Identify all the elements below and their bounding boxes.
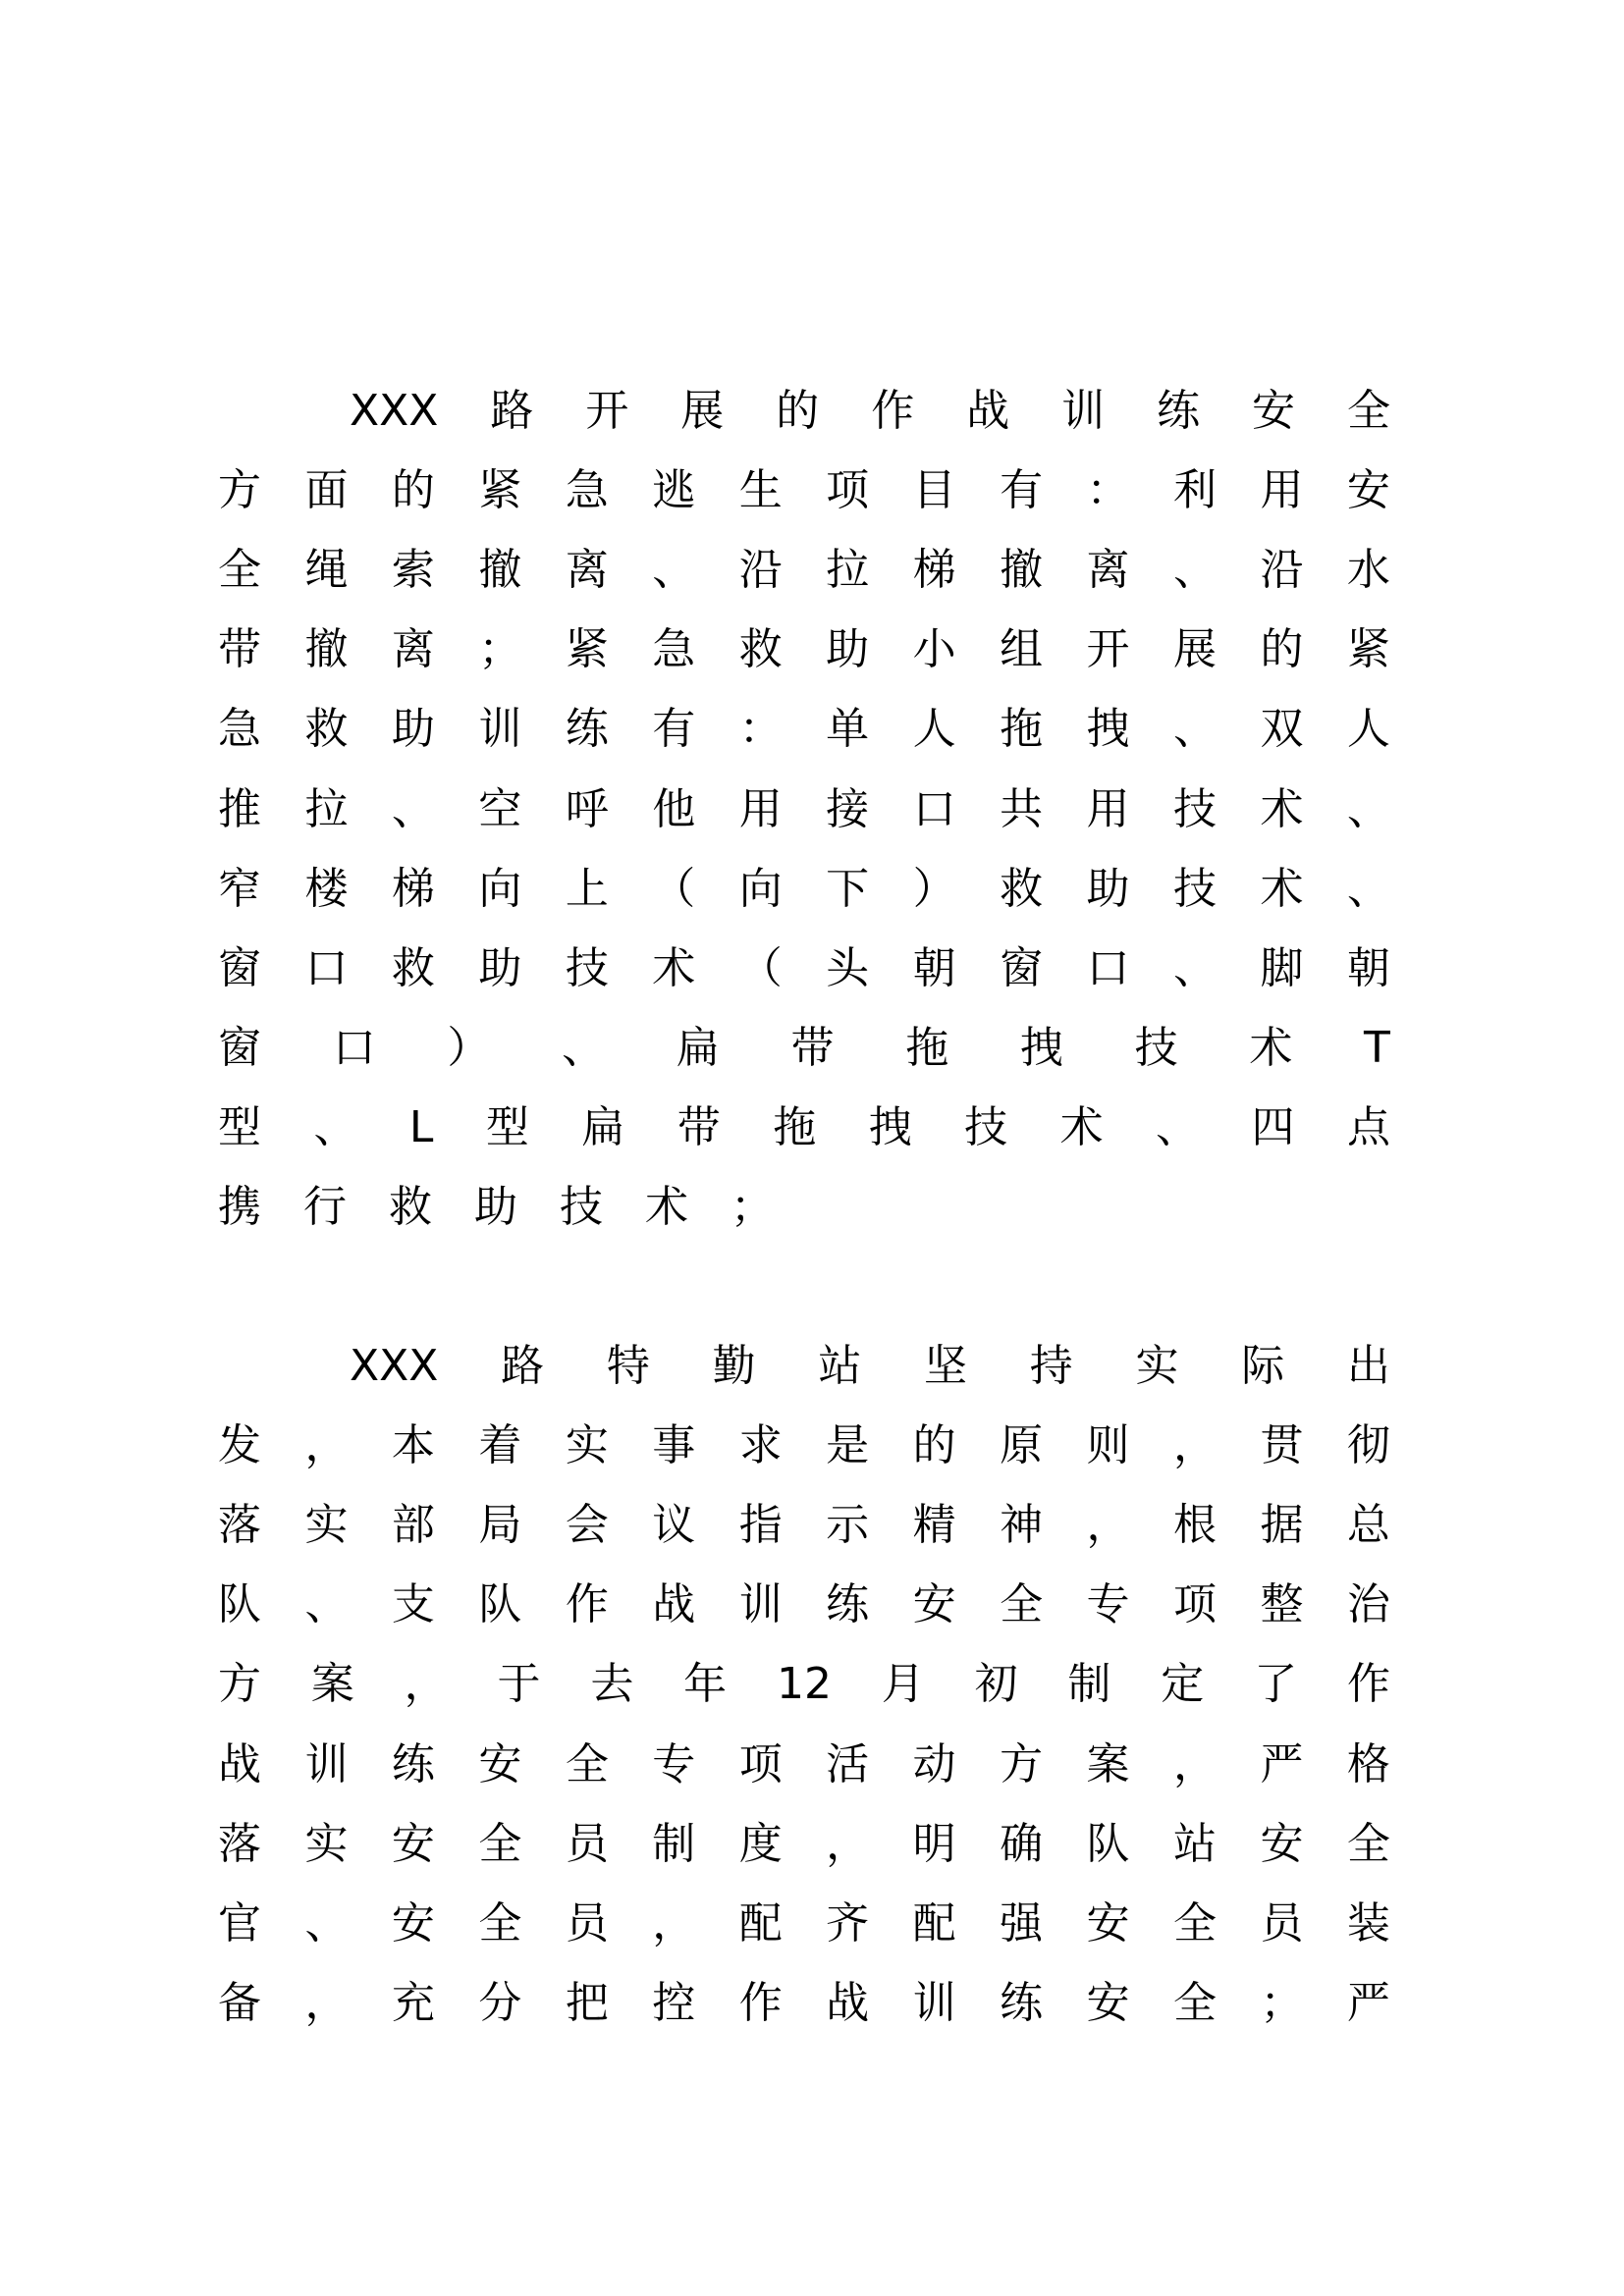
text-token: 下 (826, 863, 870, 914)
text-token: 局 (478, 1499, 522, 1550)
text-token: 备 (218, 1978, 261, 2029)
text-token: 扁 (676, 1023, 720, 1074)
text-token: 支 (391, 1579, 435, 1630)
text-token: 练 (391, 1738, 435, 1789)
text-token: 控 (652, 1978, 696, 2029)
text-token: 用 (1086, 783, 1130, 834)
text-token: 拽 (1086, 704, 1130, 755)
text-token: 全 (1346, 1818, 1390, 1869)
text-token: 队 (1086, 1818, 1130, 1869)
text-token: 着 (478, 1419, 522, 1470)
text-token: 空 (478, 783, 522, 834)
paragraph-training-safety-escape (218, 371, 1390, 1248)
text-token: 实 (304, 1818, 349, 1869)
text-token: 安 (912, 1579, 956, 1630)
text-token: 型 (218, 1102, 261, 1153)
text-token: 、 (652, 544, 696, 595)
text-token: 了 (1254, 1659, 1298, 1710)
text-token: ： (1086, 464, 1130, 515)
text-token: 发 (218, 1419, 261, 1470)
text-token: 组 (1000, 624, 1044, 675)
text-token: 拖 (905, 1023, 949, 1074)
text-token: 头 (826, 942, 870, 993)
text-token: 配 (738, 1897, 783, 1949)
text-token: 的 (391, 464, 435, 515)
text-token: ， (826, 1818, 870, 1869)
text-token: ； (478, 624, 522, 675)
text-token: 技 (964, 1102, 1008, 1153)
text-token: 队 (478, 1579, 522, 1630)
text-token: 安 (391, 1897, 435, 1949)
text-token: 作 (565, 1579, 609, 1630)
text-token: 安 (478, 1738, 522, 1789)
text-token: 整 (1260, 1579, 1304, 1630)
text-token: 术 (1059, 1102, 1104, 1153)
text-token: 安 (1252, 385, 1296, 436)
text-line (218, 371, 1390, 451)
text-token: 离 (565, 544, 609, 595)
text-token: 示 (826, 1499, 870, 1550)
text-token: （ (738, 942, 783, 993)
text-token: 带 (790, 1023, 835, 1074)
text-token: 员 (565, 1818, 609, 1869)
text-line (218, 690, 1390, 770)
text-token: 、 (1346, 863, 1390, 914)
text-token: 有 (652, 704, 696, 755)
text-token: 朝 (912, 942, 956, 993)
text-token: 窗 (218, 942, 261, 993)
text-token: 练 (1157, 385, 1201, 436)
text-token: 安 (1260, 1818, 1304, 1869)
text-token: 有 (1000, 464, 1044, 515)
text-token: 全 (218, 544, 261, 595)
text-token: 战 (966, 385, 1010, 436)
text-token: 议 (652, 1499, 696, 1550)
text-token: 活 (826, 1738, 870, 1789)
text-token: 全 (1000, 1579, 1044, 1630)
text-line (218, 929, 1390, 1008)
text-token: 路 (501, 1340, 545, 1391)
text-token: 站 (1172, 1818, 1217, 1869)
text-token: 术 (1249, 1023, 1293, 1074)
text-token: 去 (590, 1659, 634, 1710)
text-token: 则 (1086, 1419, 1130, 1470)
text-line (218, 770, 1390, 849)
text-token: 全 (1172, 1897, 1217, 1949)
text-token: 技 (1172, 783, 1217, 834)
text-token: 急 (218, 704, 261, 755)
text-token: 作 (1346, 1659, 1390, 1710)
text-token: 齐 (826, 1897, 870, 1949)
text-token: 推 (218, 783, 261, 834)
text-token: 勤 (712, 1340, 756, 1391)
text-token: 、 (1156, 1102, 1200, 1153)
text-line (218, 1089, 1390, 1168)
text-token: 带 (218, 624, 261, 675)
text-line (218, 1009, 1390, 1089)
text-token: 术 (1260, 783, 1304, 834)
text-token: 作 (738, 1978, 783, 2029)
text-token: 训 (1061, 385, 1106, 436)
text-token: 练 (1000, 1978, 1044, 2029)
text-token: 梯 (391, 863, 435, 914)
text-token: 事 (652, 1419, 696, 1470)
text-token: 特 (606, 1340, 650, 1391)
text-token: 术 (645, 1182, 688, 1233)
text-token: 月 (881, 1659, 925, 1710)
text-token: 拖 (1000, 704, 1044, 755)
text-token: 练 (565, 704, 609, 755)
text-line (218, 1406, 1390, 1485)
text-token: 战 (652, 1579, 696, 1630)
text-token: 案 (310, 1659, 354, 1710)
text-token: 、 (1172, 704, 1217, 755)
text-token: 作 (871, 385, 915, 436)
text-token: ： (738, 704, 783, 755)
text-token: 强 (1000, 1897, 1044, 1949)
text-token: 部 (391, 1499, 435, 1550)
text-token: 动 (912, 1738, 956, 1789)
text-token: 窗 (218, 1023, 261, 1074)
text-token: 员 (1260, 1897, 1304, 1949)
text-token: 口 (912, 783, 956, 834)
text-token: 技 (565, 942, 609, 993)
text-token: 、 (1172, 942, 1217, 993)
text-token: （ (652, 863, 696, 914)
text-token: 初 (974, 1659, 1018, 1710)
text-token: ， (304, 1978, 349, 2029)
text-token: 救 (391, 942, 435, 993)
text-token: 度 (738, 1818, 783, 1869)
text-token: 专 (1086, 1579, 1130, 1630)
text-token: 脚 (1260, 942, 1304, 993)
text-token: 开 (1086, 624, 1130, 675)
text-token: 明 (912, 1818, 956, 1869)
text-token: 沿 (1260, 544, 1304, 595)
text-token: 逃 (652, 464, 696, 515)
text-token: 急 (652, 624, 696, 675)
text-token: 技 (1172, 863, 1217, 914)
text-token: 救 (389, 1182, 432, 1233)
text-token: 索 (391, 544, 435, 595)
text-token: 行 (303, 1182, 347, 1233)
text-token: T (1364, 1023, 1390, 1074)
text-token: ， (304, 1419, 349, 1470)
text-line (218, 530, 1390, 610)
text-token: 上 (565, 863, 609, 914)
text-token: 方 (218, 464, 261, 515)
text-token: ， (1172, 1738, 1217, 1789)
text-token: 际 (1241, 1340, 1285, 1391)
text-token: 、 (304, 1897, 349, 1949)
text-token: 、 (313, 1102, 357, 1153)
text-token: 战 (218, 1738, 261, 1789)
text-token: 持 (1029, 1340, 1073, 1391)
text-token: 充 (391, 1978, 435, 2029)
text-token: 离 (1086, 544, 1130, 595)
text-token: 安 (1086, 1978, 1130, 2029)
text-token: 紧 (565, 624, 609, 675)
text-token: 的 (776, 385, 820, 436)
text-token: 口 (304, 942, 349, 993)
text-token: 定 (1161, 1659, 1205, 1710)
text-line (218, 1884, 1390, 1963)
text-token: 梯 (912, 544, 956, 595)
text-token: 全 (1172, 1978, 1217, 2029)
text-token: 项 (1172, 1579, 1217, 1630)
text-token: 年 (683, 1659, 728, 1710)
text-token: 把 (565, 1978, 609, 2029)
text-token: L (408, 1102, 434, 1153)
text-token: 实 (565, 1419, 609, 1470)
text-token: 面 (304, 464, 349, 515)
text-token: 安 (391, 1818, 435, 1869)
text-token: 型 (485, 1102, 529, 1153)
text-token: 紧 (478, 464, 522, 515)
text-token: 撤 (304, 624, 349, 675)
text-token: 利 (1172, 464, 1217, 515)
text-token: 向 (738, 863, 783, 914)
text-token: 确 (1000, 1818, 1044, 1869)
text-token: 根 (1172, 1499, 1217, 1550)
text-token: 据 (1260, 1499, 1304, 1550)
text-token: 助 (1086, 863, 1130, 914)
text-token: 练 (826, 1579, 870, 1630)
text-token: 展 (680, 385, 725, 436)
text-token: 战 (826, 1978, 870, 2029)
text-token: 助 (474, 1182, 517, 1233)
text-token: 生 (738, 464, 783, 515)
text-token: 撤 (1000, 544, 1044, 595)
text-line (218, 1326, 1390, 1406)
text-token: 用 (738, 783, 783, 834)
text-token: 紧 (1346, 624, 1390, 675)
text-token: 官 (218, 1897, 261, 1949)
text-token: 拖 (773, 1102, 817, 1153)
text-token: 项 (826, 464, 870, 515)
text-token: 案 (1086, 1738, 1130, 1789)
paragraph-special-duty-station (218, 1326, 1390, 2044)
text-token: 拽 (868, 1102, 912, 1153)
text-token: 救 (1000, 863, 1044, 914)
text-token: 训 (912, 1978, 956, 2029)
text-token: 拉 (304, 783, 349, 834)
text-token: 救 (738, 624, 783, 675)
text-token: 向 (478, 863, 522, 914)
text-token: 单 (826, 704, 870, 755)
text-token: 员 (565, 1897, 609, 1949)
text-token: 队 (218, 1579, 261, 1630)
text-token: 术 (652, 942, 696, 993)
text-token: 坚 (924, 1340, 968, 1391)
text-token: 本 (391, 1419, 435, 1470)
text-token: 全 (478, 1818, 522, 1869)
text-token: 术 (1260, 863, 1304, 914)
text-token: 装 (1346, 1897, 1390, 1949)
text-token: 路 (490, 385, 534, 436)
text-token: 安 (1346, 464, 1390, 515)
text-token: 窄 (218, 863, 261, 914)
text-token: 助 (478, 942, 522, 993)
text-token: 彻 (1346, 1419, 1390, 1470)
text-token: 携 (218, 1182, 261, 1233)
text-token: 格 (1346, 1738, 1390, 1789)
text-line (218, 1485, 1390, 1565)
text-token: 助 (826, 624, 870, 675)
text-token: 、 (391, 783, 435, 834)
text-token: 开 (585, 385, 629, 436)
text-token: 的 (1260, 624, 1304, 675)
text-token: 的 (912, 1419, 956, 1470)
text-token: 专 (652, 1738, 696, 1789)
text-token: 水 (1346, 544, 1390, 595)
text-token: 原 (1000, 1419, 1044, 1470)
text-token: 拽 (1019, 1023, 1063, 1074)
text-token: 带 (677, 1102, 721, 1153)
text-line (218, 1725, 1390, 1804)
text-token: 助 (391, 704, 435, 755)
text-token: 治 (1346, 1579, 1390, 1630)
text-line (218, 1566, 1390, 1645)
text-token: ； (1260, 1978, 1304, 2029)
text-token: 窗 (1000, 942, 1044, 993)
text-token: 接 (826, 783, 870, 834)
text-token: 方 (1000, 1738, 1044, 1789)
text-token: 实 (304, 1499, 349, 1550)
text-token: 落 (218, 1818, 261, 1869)
text-token: 项 (738, 1738, 783, 1789)
text-token: 精 (912, 1499, 956, 1550)
text-token: ， (652, 1897, 696, 1949)
text-token: 总 (1346, 1499, 1390, 1550)
text-line (218, 849, 1390, 929)
text-token: 全 (1346, 385, 1390, 436)
text-token: 、 (562, 1023, 606, 1074)
text-token: 指 (738, 1499, 783, 1550)
text-token: 四 (1251, 1102, 1295, 1153)
text-token: 目 (912, 464, 956, 515)
text-token: XXX (350, 1340, 439, 1391)
text-token: 小 (912, 624, 956, 675)
text-token: 分 (478, 1978, 522, 2029)
text-token: 站 (818, 1340, 862, 1391)
text-token: 安 (1086, 1897, 1130, 1949)
text-token: 、 (304, 1579, 349, 1630)
text-token: 口 (332, 1023, 376, 1074)
text-token: 制 (652, 1818, 696, 1869)
text-token: ， (1172, 1419, 1217, 1470)
text-token: 贯 (1260, 1419, 1304, 1470)
text-token: ） (447, 1023, 491, 1074)
text-line (218, 1168, 1390, 1248)
text-token: 实 (1135, 1340, 1179, 1391)
text-token: 扁 (581, 1102, 625, 1153)
text-token: 撤 (478, 544, 522, 595)
text-token: 展 (1172, 624, 1217, 675)
text-token: 共 (1000, 783, 1044, 834)
text-token: 急 (565, 464, 609, 515)
text-token: 口 (1086, 942, 1130, 993)
text-token: 、 (1346, 783, 1390, 834)
text-token: 技 (1134, 1023, 1178, 1074)
text-token: 救 (304, 704, 349, 755)
text-token: 他 (652, 783, 696, 834)
text-token: 离 (391, 624, 435, 675)
text-token: 12 (776, 1659, 832, 1710)
text-token: 技 (560, 1182, 603, 1233)
text-token: 沿 (738, 544, 783, 595)
text-token: 人 (1346, 704, 1390, 755)
text-token: 配 (912, 1897, 956, 1949)
text-token: 是 (826, 1419, 870, 1470)
text-token: 朝 (1346, 942, 1390, 993)
text-token: 训 (478, 704, 522, 755)
text-line (218, 451, 1390, 530)
text-token: 严 (1260, 1738, 1304, 1789)
text-token: 严 (1346, 1978, 1390, 2029)
text-token: 方 (218, 1659, 261, 1710)
text-line (218, 611, 1390, 690)
text-token: 用 (1260, 464, 1304, 515)
text-token: 出 (1346, 1340, 1390, 1391)
text-token: 落 (218, 1499, 261, 1550)
text-token: 楼 (304, 863, 349, 914)
text-token: 制 (1067, 1659, 1111, 1710)
text-line (218, 1804, 1390, 1884)
text-token: ， (1086, 1499, 1130, 1550)
text-token: 绳 (304, 544, 349, 595)
text-token: ； (731, 1182, 774, 1233)
text-token: 点 (1346, 1102, 1390, 1153)
text-token: 双 (1260, 704, 1304, 755)
text-line (218, 1645, 1390, 1725)
text-token: 会 (565, 1499, 609, 1550)
text-token: 于 (497, 1659, 541, 1710)
text-token: 人 (912, 704, 956, 755)
text-line (218, 1964, 1390, 2044)
text-token: 训 (304, 1738, 349, 1789)
text-token: ） (912, 863, 956, 914)
text-token: 训 (738, 1579, 783, 1630)
text-token: 全 (478, 1897, 522, 1949)
text-token: ， (404, 1659, 448, 1710)
text-token: 、 (1172, 544, 1217, 595)
text-token: 神 (1000, 1499, 1044, 1550)
text-token: 拉 (826, 544, 870, 595)
text-token: 求 (738, 1419, 783, 1470)
text-token: 呼 (565, 783, 609, 834)
text-token: XXX (350, 385, 439, 436)
text-token: 全 (565, 1738, 609, 1789)
